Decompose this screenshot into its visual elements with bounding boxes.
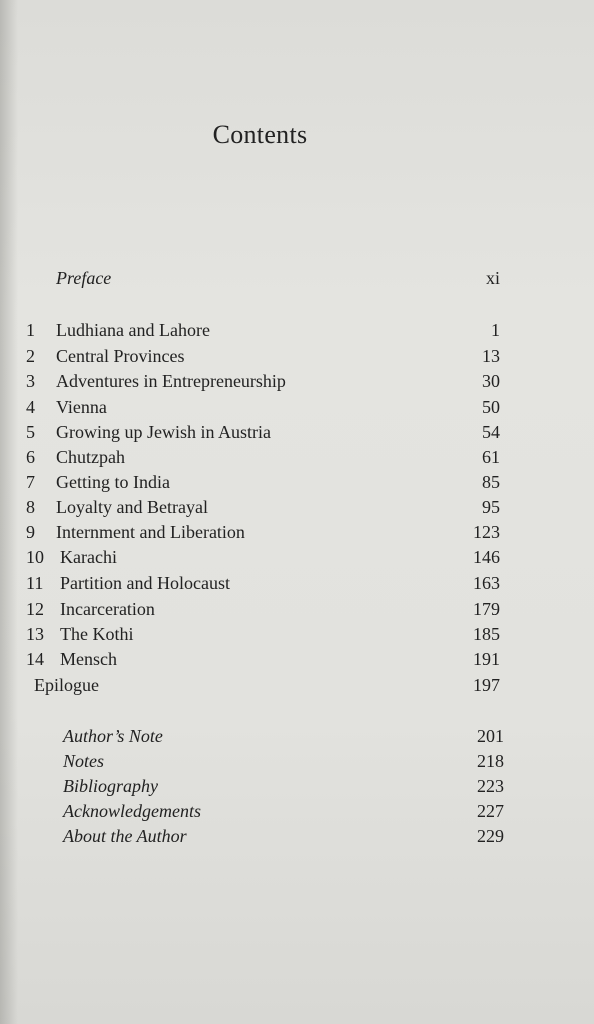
toc-entry-chapter: [26, 647, 500, 671]
chapter-number: 9: [26, 522, 35, 542]
toc-entry-label: Author’s Note: [63, 726, 163, 746]
chapter-title: Central Provinces: [56, 346, 185, 366]
toc-entry-label: Notes: [63, 751, 105, 771]
chapter-number: 7: [26, 472, 35, 492]
chapter-number: 8: [26, 497, 35, 517]
chapter-page: 1: [491, 320, 500, 340]
chapter-number: 11: [26, 573, 44, 593]
toc-entry-chapter: [26, 445, 500, 469]
chapter-page: 191: [473, 649, 500, 669]
chapter-page: 95: [482, 497, 500, 517]
chapter-number: 14: [26, 649, 44, 669]
chapter-page: 163: [473, 573, 500, 593]
toc-entry-chapter: [26, 545, 500, 569]
toc-entry-epilogue: [34, 673, 500, 697]
toc-entry-page: xi: [485, 268, 500, 288]
chapter-number: 2: [26, 346, 35, 366]
chapter-page: 13: [482, 346, 500, 366]
toc-entry-back-matter: [63, 799, 504, 823]
chapter-title: Chutzpah: [56, 447, 125, 467]
chapter-title: Internment and Liberation: [56, 522, 245, 542]
chapter-page: 61: [482, 447, 500, 467]
chapter-title: The Kothi: [60, 624, 134, 644]
toc-entry-chapter: [26, 622, 500, 646]
chapter-title: Adventures in Entrepreneurship: [56, 371, 286, 391]
chapter-title: Ludhiana and Lahore: [56, 320, 210, 340]
toc-entry-chapter: [26, 369, 500, 393]
toc-entry-chapter: [26, 420, 500, 444]
toc-entry-chapter: [26, 318, 500, 342]
toc-entry-back-matter: [63, 824, 504, 848]
toc-entry-chapter: [26, 344, 500, 368]
chapter-title: Vienna: [56, 397, 107, 417]
chapter-number: 13: [26, 624, 44, 644]
chapter-page: 146: [473, 547, 500, 567]
toc-entry-chapter: [26, 597, 500, 621]
toc-entry-page: 218: [477, 751, 504, 771]
toc-entry-label: Epilogue: [34, 675, 99, 695]
chapter-page: 123: [473, 522, 500, 542]
toc-entry-label: About the Author: [63, 826, 187, 846]
chapter-page: 30: [482, 371, 500, 391]
chapter-number: 1: [26, 320, 35, 340]
chapter-title: Karachi: [60, 547, 117, 567]
toc-entry-label: Preface: [56, 268, 112, 288]
toc-entry-chapter: [26, 395, 500, 419]
toc-entry-back-matter: [63, 724, 504, 748]
chapter-number: 12: [26, 599, 44, 619]
toc-entry-chapter: [26, 470, 500, 494]
toc-entry-back-matter: [63, 774, 504, 798]
chapter-page: 50: [482, 397, 500, 417]
toc-entry-label: Acknowledgements: [63, 801, 201, 821]
toc-entry-page: 223: [477, 776, 504, 796]
toc-entry-back-matter: [63, 749, 504, 773]
chapter-page: 179: [473, 599, 500, 619]
chapter-title: Growing up Jewish in Austria: [56, 422, 271, 442]
toc-entry-chapter: [26, 495, 500, 519]
chapter-number: 10: [26, 547, 44, 567]
spine-shadow: [0, 0, 18, 1024]
chapter-title: Loyalty and Betrayal: [56, 497, 208, 517]
toc-entry-page: 201: [477, 726, 504, 746]
chapter-number: 4: [26, 397, 35, 417]
page-title: Contents: [212, 120, 308, 149]
toc-entry-page: 197: [473, 675, 500, 695]
toc-entry-label: Bibliography: [63, 776, 158, 796]
toc-entry-chapter: [26, 520, 500, 544]
chapter-number: 6: [26, 447, 35, 467]
toc-entry-page: 227: [477, 801, 504, 821]
toc-entry-page: 229: [477, 826, 504, 846]
chapter-page: 54: [482, 422, 500, 442]
chapter-page: 185: [473, 624, 500, 644]
chapter-title: Incarceration: [60, 599, 155, 619]
toc-entry-preface: [56, 266, 500, 290]
chapter-number: 3: [26, 371, 35, 391]
chapter-title: Getting to India: [56, 472, 170, 492]
chapter-page: 85: [482, 472, 500, 492]
chapter-number: 5: [26, 422, 35, 442]
chapter-title: Mensch: [60, 649, 117, 669]
toc-entry-chapter: [26, 571, 500, 595]
chapter-title: Partition and Holocaust: [60, 573, 230, 593]
